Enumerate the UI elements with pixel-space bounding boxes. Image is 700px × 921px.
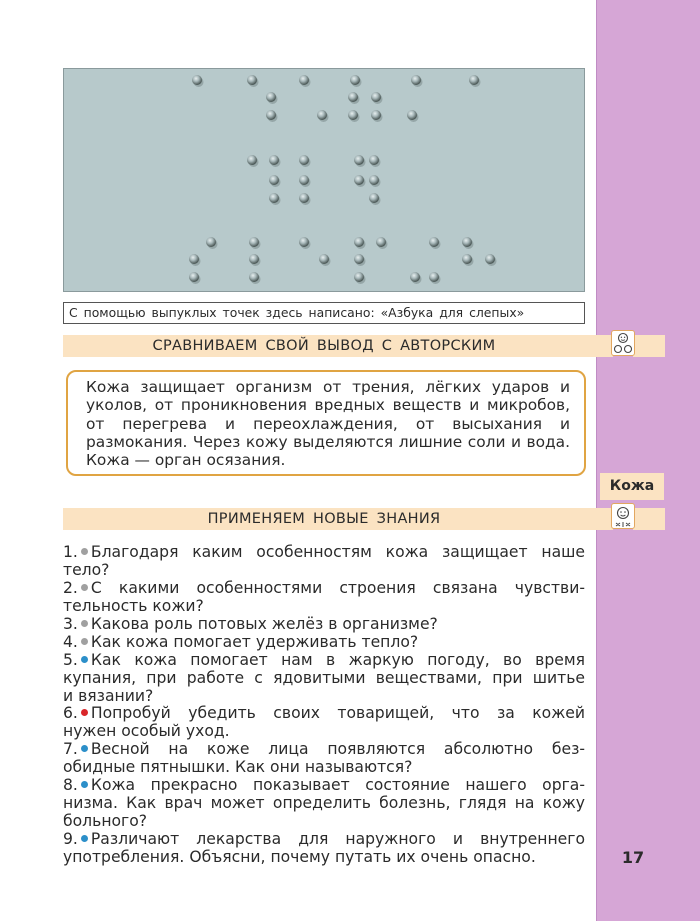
braille-dot: [249, 272, 259, 282]
question-item: [63, 634, 585, 652]
braille-dot: [269, 175, 279, 185]
question-item: [63, 705, 585, 723]
braille-dot: [485, 254, 495, 264]
braille-dot: [206, 237, 216, 247]
question-number: 1.: [63, 543, 78, 561]
braille-dot: [319, 254, 329, 264]
question-text: Попробуй убедить своих товарищей, что за кожей: [90, 704, 585, 723]
question-line: [63, 849, 585, 867]
questions-list: [63, 544, 585, 867]
braille-dot: [410, 272, 420, 282]
section-bar-extension: [633, 335, 665, 357]
braille-dot: [266, 110, 276, 120]
braille-dot: [350, 75, 360, 85]
side-margin-strip: [596, 0, 700, 921]
question-line: [63, 723, 585, 741]
question-text: и вязании?: [63, 686, 154, 705]
braille-dot: [354, 155, 364, 165]
gray-level-dot-icon: [81, 620, 88, 627]
question-text: Различают лекарства для наружного и внутреннего: [90, 830, 585, 848]
braille-dot: [348, 92, 358, 102]
question-number: 5.: [63, 650, 78, 669]
question-text: нужен особый уход.: [63, 722, 230, 741]
braille-dot: [407, 110, 417, 120]
question-text: С какими особенностями строения связана чувстви-: [90, 578, 585, 597]
question-text: обидные пятнышки. Как они называются?: [63, 758, 413, 777]
braille-dot: [269, 193, 279, 203]
braille-dot: [189, 254, 199, 264]
question-line: [63, 670, 585, 688]
section-apply: [63, 508, 613, 530]
question-number: 8.: [63, 776, 78, 795]
page-number: 17: [621, 848, 645, 867]
braille-dot: [371, 92, 381, 102]
braille-dot: [266, 92, 276, 102]
braille-dot: [249, 254, 259, 264]
question-line: [63, 759, 585, 777]
question-number: 2.: [63, 578, 78, 597]
braille-dot: [299, 175, 309, 185]
question-text: купания, при работе с ядовитыми веществами, при шитье: [63, 668, 585, 687]
question-item: [63, 652, 585, 670]
compare-icon: [611, 330, 635, 356]
braille-dot: [369, 155, 379, 165]
question-item: [63, 741, 585, 759]
question-text: Как кожа помогает удерживать тепло?: [90, 632, 419, 651]
braille-dot: [354, 254, 364, 264]
braille-dot: [249, 237, 259, 247]
braille-dot: [469, 75, 479, 85]
blue-level-dot-icon: [81, 835, 88, 842]
question-item: [63, 616, 585, 634]
braille-dot: [192, 75, 202, 85]
author-conclusion-text: Кожа защищает организм от трения, лёгких ударов и уколов, от проникновения вредных веществ и микробов, от перегрева и переохлаждения, от высыхания и размокания. Через кожу выделяются лишние соли и вода. Кожа — орган осязания.: [86, 378, 570, 470]
braille-dot: [299, 193, 309, 203]
braille-dot: [429, 237, 439, 247]
section-compare-title: СРАВНИВАЕМ СВОЙ ВЫВОД С АВТОРСКИМ: [152, 338, 496, 354]
section-bar-extension: [633, 508, 665, 530]
question-number: 6.: [63, 704, 78, 723]
braille-dot: [371, 110, 381, 120]
gray-level-dot-icon: [81, 584, 88, 591]
question-line: [63, 795, 585, 813]
braille-dot: [317, 110, 327, 120]
question-line: [63, 598, 585, 616]
red-level-dot-icon: [81, 709, 88, 716]
braille-image: [63, 68, 585, 292]
blue-level-dot-icon: [81, 656, 88, 663]
question-text: Кожа прекрасно показывает состояние нашего орга-: [90, 776, 585, 795]
braille-dot: [354, 237, 364, 247]
braille-dot: [429, 272, 439, 282]
braille-dot: [247, 75, 257, 85]
question-text: Весной на коже лица появляются абсолютно без-: [90, 740, 585, 759]
question-item: [63, 831, 585, 849]
gray-level-dot-icon: [81, 548, 88, 555]
braille-dot: [269, 155, 279, 165]
braille-dot: [247, 155, 257, 165]
question-number: 7.: [63, 740, 78, 759]
question-item: [63, 580, 585, 598]
section-compare: [63, 335, 613, 357]
question-line: [63, 813, 585, 831]
question-text: тельность кожи?: [63, 596, 204, 615]
question-text: употребления. Объясни, почему путать их очень опасно.: [63, 847, 536, 866]
blue-level-dot-icon: [81, 745, 88, 752]
gray-level-dot-icon: [81, 638, 88, 645]
question-number: 3.: [63, 614, 78, 633]
image-caption: С помощью выпуклых точек здесь написано: «Азбука для слепых»: [63, 302, 585, 324]
braille-dot: [299, 155, 309, 165]
braille-dot: [299, 75, 309, 85]
question-text: тело?: [63, 560, 110, 579]
author-conclusion-box: [66, 370, 586, 476]
braille-dot: [299, 237, 309, 247]
apply-knowledge-icon: [611, 503, 635, 529]
braille-dot: [411, 75, 421, 85]
question-item: [63, 544, 585, 562]
question-text: Какова роль потовых желёз в организме?: [90, 614, 438, 633]
braille-dot: [462, 237, 472, 247]
question-item: [63, 777, 585, 795]
question-line: [63, 688, 585, 706]
braille-dots-image: [64, 69, 584, 291]
braille-dot: [369, 193, 379, 203]
question-text: Благодаря каким особенностям кожа защищает наше: [90, 543, 585, 561]
topic-tag: Кожа: [600, 473, 664, 500]
question-text: низма. Как врач может определить болезнь, глядя на кожу: [63, 794, 585, 813]
blue-level-dot-icon: [81, 781, 88, 788]
section-apply-title: ПРИМЕНЯЕМ НОВЫЕ ЗНАНИЯ: [207, 511, 441, 527]
braille-dot: [354, 272, 364, 282]
question-text: больного?: [63, 812, 148, 831]
braille-dot: [462, 254, 472, 264]
braille-dot: [354, 175, 364, 185]
braille-dot: [189, 272, 199, 282]
question-text: Как кожа помогает нам в жаркую погоду, во время: [90, 650, 585, 669]
braille-dot: [369, 175, 379, 185]
braille-dot: [348, 110, 358, 120]
braille-dot: [376, 237, 386, 247]
question-line: [63, 562, 585, 580]
question-number: 4.: [63, 632, 78, 651]
question-number: 9.: [63, 830, 78, 848]
